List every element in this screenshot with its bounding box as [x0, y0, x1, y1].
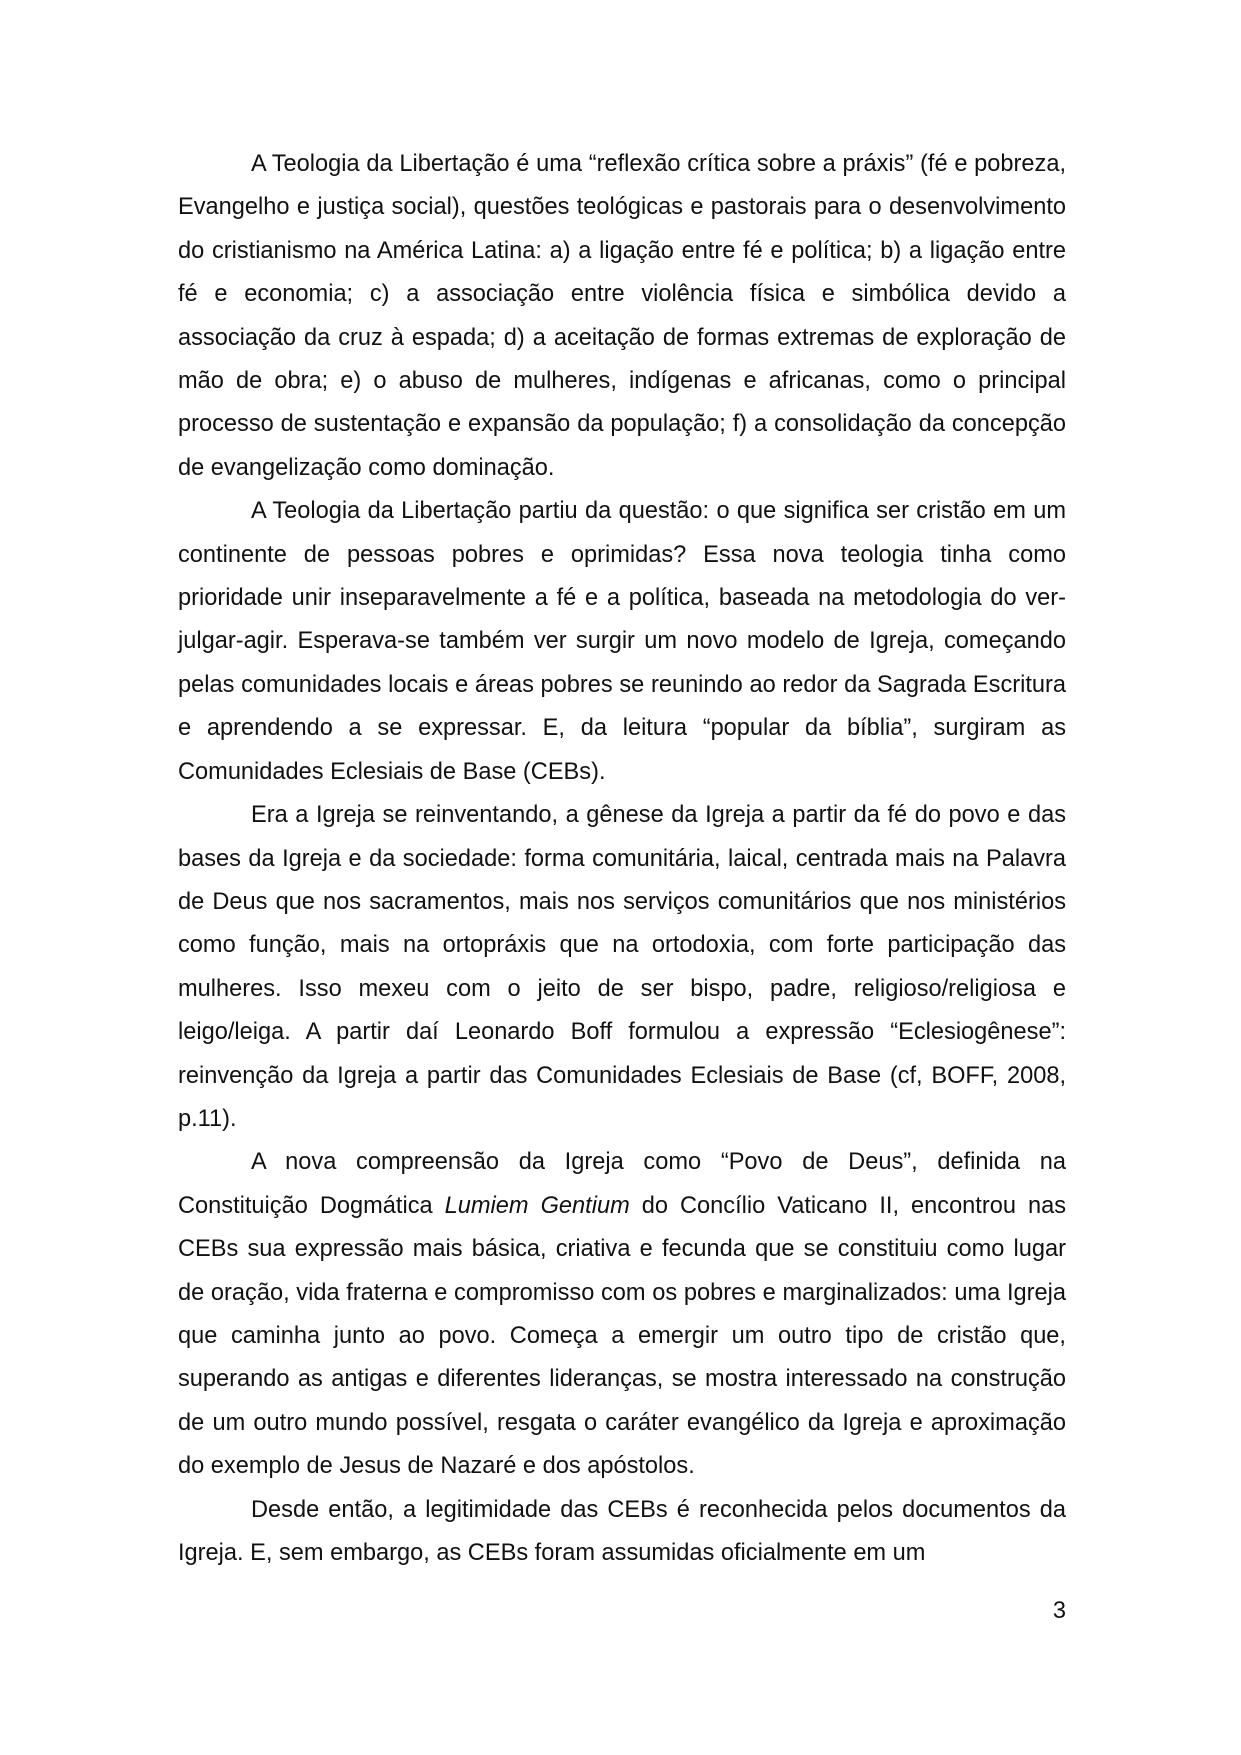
paragraph-3: Era a Igreja se reinventando, a gênese da Igreja a partir da fé do povo e das bases da Igreja e da sociedade: forma comunitária, laical, centrada mais na Palavra de Deus que nos sacramentos, mais nos serviços comunitários que nos ministérios como função, mais na ortopráxis que na ortodoxia, com forte participação das mulheres. Isso mexeu com o jeito de ser bispo, padre, religioso/religiosa e leigo/leiga. A partir daí Leonardo Boff formulou a expressão “Eclesiogênese”: reinvenção da Igreja a partir das Comunidades Eclesiais de Base (cf, BOFF, 2008, p.11).	[178, 802, 1066, 1132]
paragraph-4-text-before: A nova compreensão da Igreja como “Povo de Deus”, definida na Constituição Dogmática	[178, 1149, 1066, 1219]
paragraph-4	[178, 1141, 1066, 1488]
paragraph-2: A Teologia da Libertação partiu da questão: o que significa ser cristão em um continente de pessoas pobres e oprimidas? Essa nova teologia tinha como prioridade unir inseparavelmente a fé e a política, baseada na metodologia do ver-julgar-agir. Esperava-se também ver surgir um novo modelo de Igreja, começando pelas comunidades locais e áreas pobres se reunindo ao redor da Sagrada Escritura e aprendendo a se expressar. E, da leitura “popular da bíblia”, surgiram as Comunidades Eclesiais de Base (CEBs).	[178, 498, 1066, 785]
paragraph-5: Desde então, a legitimidade das CEBs é reconhecida pelos documentos da Igreja. E, sem embargo, as CEBs foram assumidas oficialmente em um	[178, 1496, 1066, 1566]
paragraph-1: A Teologia da Libertação é uma “reflexão crítica sobre a práxis” (fé e pobreza, Evangelho e justiça social), questões teológicas e pastorais para o desenvolvimento do cristianismo na América Latina: a) a ligação entre fé e política; b) a ligação entre fé e economia; c) a associação entre violência física e simbólica devido a associação da cruz à espada; d) a aceitação de formas extremas de exploração de mão de obra; e) o abuso de mulheres, indígenas e africanas, como o principal processo de sustentação e expansão da população; f) a consolidação da concepção de evangelização como dominação.	[178, 151, 1066, 481]
paragraph-4-text-after: do Concílio Vaticano II, encontrou nas CEBs sua expressão mais básica, criativa e fecunda que se constituiu como lugar de oração, vida fraterna e compromisso com os pobres e marginalizados: uma Igreja que caminha junto ao povo. Começa a emergir um outro tipo de cristão que, superando as antigas e diferentes lideranças, se mostra interessado na construção de um outro mundo possível, resgata o caráter evangélico da Igreja e aproximação do exemplo de Jesus de Nazaré e dos apóstolos.	[178, 1192, 1067, 1480]
paragraph-4-italic-title: Lumiem Gentium	[444, 1192, 630, 1219]
document-page	[178, 143, 1066, 1575]
page-number: 3	[1052, 1598, 1066, 1624]
